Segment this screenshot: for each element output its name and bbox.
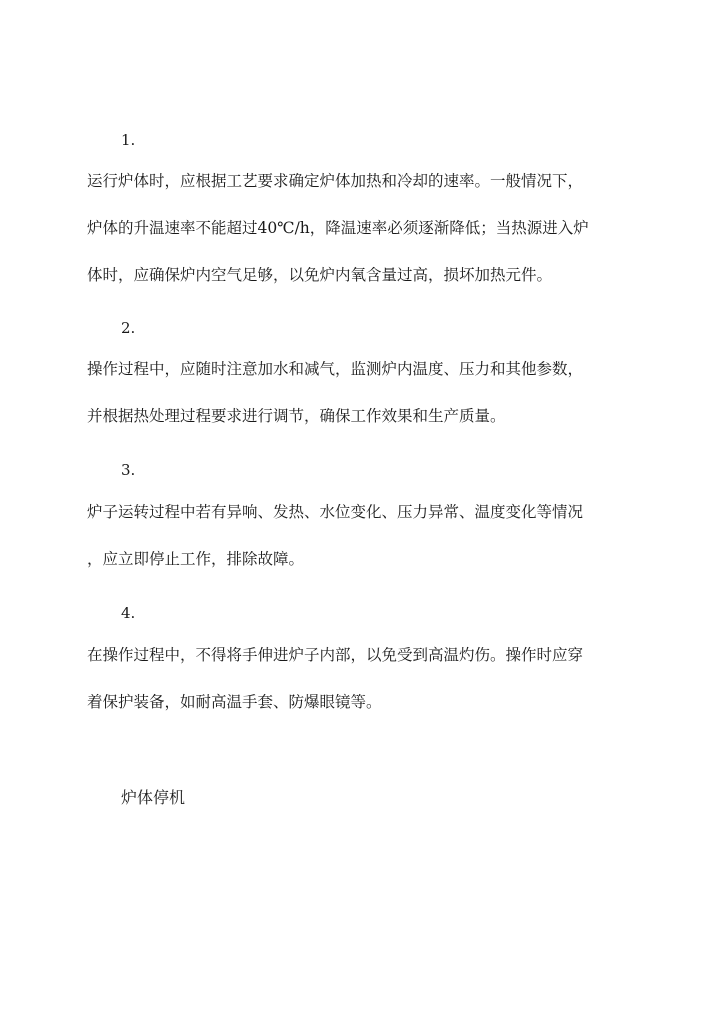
item-2-line-1: 操作过程中，应随时注意加水和减气，监测炉内温度、压力和其他参数， (87, 360, 584, 378)
item-1-line-1: 运行炉体时，应根据工艺要求确定炉体加热和冷却的速率。一般情况下， (87, 172, 584, 190)
item-2-paragraph (87, 346, 647, 440)
item-2-number: 2. (121, 319, 136, 337)
item-1-number: 1. (121, 131, 136, 149)
item-1-line-2: 炉体的升温速率不能超过40℃/h，降温速率必须逐渐降低；当热源进入炉 (87, 219, 589, 237)
item-3-line-2: ，应立即停止工作，排除故障。 (87, 550, 305, 568)
section-heading: 炉体停机 (121, 788, 186, 807)
item-2-line-2: 并根据热处理过程要求进行调节，确保工作效果和生产质量。 (87, 407, 506, 425)
item-1-line-3: 体时，应确保炉内空气足够，以免炉内氧含量过高，损坏加热元件。 (87, 266, 553, 284)
item-3-number: 3. (121, 461, 136, 479)
item-1-paragraph (87, 158, 647, 299)
item-4-line-1: 在操作过程中，不得将手伸进炉子内部，以免受到高温灼伤。操作时应穿 (87, 646, 584, 664)
item-4-line-2: 着保护装备，如耐高温手套、防爆眼镜等。 (87, 693, 382, 711)
item-3-line-1: 炉子运转过程中若有异响、发热、水位变化、压力异常、温度变化等情况 (87, 503, 584, 521)
item-4-number: 4. (121, 604, 136, 622)
item-3-paragraph (87, 489, 647, 583)
item-4-paragraph (87, 632, 647, 726)
